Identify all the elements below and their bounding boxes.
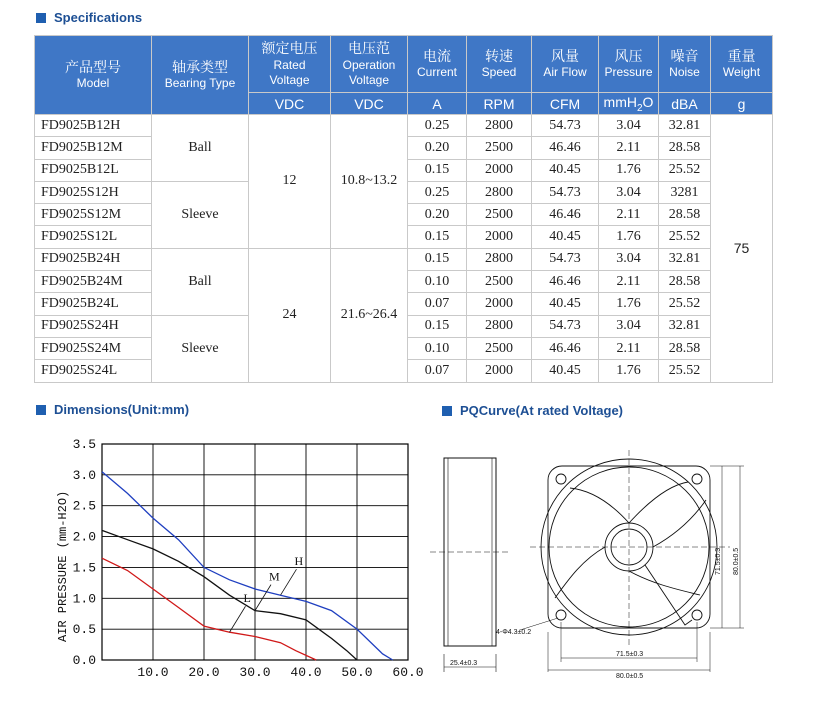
header-speed: 转速 Speed [467, 36, 532, 93]
speed-cell: 2800 [467, 181, 532, 203]
square-bullet-icon [36, 405, 46, 415]
unit-speed: RPM [467, 93, 532, 115]
bearing-cell: Ball [152, 115, 249, 182]
noise-cell: 32.81 [659, 248, 711, 270]
current-cell: 0.15 [408, 315, 467, 337]
dim-frame-height: 80.0±0.5 [733, 547, 740, 575]
unit-weight: g [711, 93, 773, 115]
current-cell: 0.07 [408, 293, 467, 315]
noise-cell: 28.58 [659, 204, 711, 226]
pressure-cell: 3.04 [599, 115, 659, 137]
model-cell: FD9025S24H [35, 315, 152, 337]
noise-cell: 28.58 [659, 337, 711, 359]
y-axis-label: AIR PRESSURE (mm-H2O) [56, 490, 70, 642]
series-leader-l [230, 606, 246, 632]
model-cell: FD9025S12M [35, 204, 152, 226]
speed-cell: 2800 [467, 115, 532, 137]
fan-dimension-drawing [430, 440, 760, 680]
x-tick-label: 40.0 [290, 665, 322, 680]
y-tick-label: 1.0 [72, 591, 96, 607]
speed-cell: 2500 [467, 271, 532, 293]
model-cell: FD9025B24L [35, 293, 152, 315]
voltage-range-cell: 21.6~26.4 [331, 248, 408, 382]
pressure-cell: 3.04 [599, 181, 659, 203]
current-cell: 0.25 [408, 115, 467, 137]
header-airflow: 风量 Air Flow [532, 36, 599, 93]
airflow-cell: 46.46 [532, 337, 599, 359]
header-current: 电流 Current [408, 36, 467, 93]
airflow-cell: 46.46 [532, 271, 599, 293]
current-cell: 0.20 [408, 137, 467, 159]
side-view [430, 458, 510, 672]
x-tick-label: 60.0 [392, 665, 424, 680]
header-bearing: 轴承类型 Bearing Type [152, 36, 249, 115]
series-line-m [102, 530, 357, 660]
header-weight: 重量 Weight [711, 36, 773, 93]
pressure-cell: 2.11 [599, 137, 659, 159]
current-cell: 0.20 [408, 204, 467, 226]
dimensions-title: Dimensions(Unit:mm) [54, 402, 190, 417]
model-cell: FD9025B12L [35, 159, 152, 181]
front-view [520, 450, 744, 672]
y-tick-label: 3.5 [72, 437, 96, 452]
rated-voltage-cell: 24 [249, 248, 331, 382]
noise-cell: 25.52 [659, 293, 711, 315]
model-cell: FD9025B12H [35, 115, 152, 137]
noise-cell: 28.58 [659, 137, 711, 159]
airflow-cell: 54.73 [532, 248, 599, 270]
pressure-cell: 1.76 [599, 159, 659, 181]
airflow-cell: 46.46 [532, 204, 599, 226]
weight-cell: 75 [711, 115, 773, 383]
dimensions-heading [36, 402, 189, 417]
speed-cell: 2000 [467, 360, 532, 382]
pressure-cell: 3.04 [599, 248, 659, 270]
pressure-cell: 3.04 [599, 315, 659, 337]
series-label-m: M [269, 569, 280, 584]
dim-hole-spacing-bottom: 71.5±0.3 [616, 651, 644, 658]
dim-thickness: 25.4±0.3 [450, 660, 478, 667]
bearing-cell: Sleeve [152, 315, 249, 382]
noise-cell: 3281 [659, 181, 711, 203]
series-leader-h [281, 569, 297, 595]
airflow-cell: 54.73 [532, 315, 599, 337]
airflow-cell: 54.73 [532, 181, 599, 203]
pressure-cell: 2.11 [599, 337, 659, 359]
model-cell: FD9025B24H [35, 248, 152, 270]
x-tick-label: 50.0 [341, 665, 373, 680]
airflow-cell: 40.45 [532, 360, 599, 382]
speed-cell: 2800 [467, 315, 532, 337]
header-row [35, 36, 773, 93]
unit-operation-voltage: VDC [331, 93, 408, 115]
pressure-cell: 1.76 [599, 360, 659, 382]
speed-cell: 2500 [467, 204, 532, 226]
bearing-cell: Ball [152, 248, 249, 315]
model-cell: FD9025B24M [35, 271, 152, 293]
pq-curve-chart [36, 432, 424, 682]
bearing-cell: Sleeve [152, 181, 249, 248]
header-rated-voltage: 额定电压 Rated Voltage [249, 36, 331, 93]
header-pressure: 风压 Pressure [599, 36, 659, 93]
airflow-cell: 40.45 [532, 293, 599, 315]
current-cell: 0.15 [408, 248, 467, 270]
speed-cell: 2800 [467, 248, 532, 270]
unit-pressure: mmH$_2$O [599, 93, 659, 115]
specifications-table [34, 35, 773, 383]
y-tick-label: 0.5 [72, 622, 96, 638]
x-tick-label: 10.0 [137, 665, 169, 680]
series-line-h [102, 472, 393, 660]
noise-cell: 25.52 [659, 159, 711, 181]
speed-cell: 2000 [467, 159, 532, 181]
airflow-cell: 40.45 [532, 226, 599, 248]
noise-cell: 25.52 [659, 360, 711, 382]
speed-cell: 2000 [467, 293, 532, 315]
unit-airflow: CFM [532, 93, 599, 115]
noise-cell: 32.81 [659, 115, 711, 137]
specifications-heading [36, 10, 142, 25]
header-noise: 噪音 Noise [659, 36, 711, 93]
speed-cell: 2500 [467, 137, 532, 159]
table-row [35, 248, 773, 270]
y-tick-label: 1.5 [72, 560, 96, 576]
pressure-cell: 2.11 [599, 271, 659, 293]
speed-cell: 2500 [467, 337, 532, 359]
noise-cell: 32.81 [659, 315, 711, 337]
dim-frame-width: 80.0±0.5 [616, 673, 644, 680]
dim-mount-holes: 4-Φ4.3±0.2 [496, 629, 532, 636]
current-cell: 0.10 [408, 337, 467, 359]
pressure-cell: 1.76 [599, 226, 659, 248]
header-model: 产品型号 Model [35, 36, 152, 115]
y-tick-label: 0.0 [72, 653, 96, 668]
y-tick-label: 2.5 [72, 498, 96, 514]
unit-noise: dBA [659, 93, 711, 115]
airflow-cell: 46.46 [532, 137, 599, 159]
header-operation-voltage: 电压范 Operation Voltage [331, 36, 408, 93]
model-cell: FD9025S24M [35, 337, 152, 359]
unit-rated-voltage: VDC [249, 93, 331, 115]
pqcurve-title: PQCurve(At rated Voltage) [460, 403, 624, 418]
y-tick-label: 2.0 [72, 529, 96, 545]
x-tick-label: 20.0 [188, 665, 220, 680]
current-cell: 0.07 [408, 360, 467, 382]
pqcurve-heading [442, 403, 623, 418]
model-cell: FD9025S12H [35, 181, 152, 203]
voltage-range-cell: 10.8~13.2 [331, 115, 408, 249]
square-bullet-icon [36, 13, 46, 23]
airflow-cell: 54.73 [532, 115, 599, 137]
current-cell: 0.15 [408, 159, 467, 181]
square-bullet-icon [442, 406, 452, 416]
noise-cell: 28.58 [659, 271, 711, 293]
pressure-cell: 1.76 [599, 293, 659, 315]
model-cell: FD9025S12L [35, 226, 152, 248]
pressure-cell: 2.11 [599, 204, 659, 226]
series-label-h: H [294, 554, 304, 569]
series-label-l: L [243, 591, 251, 606]
noise-cell: 25.52 [659, 226, 711, 248]
model-cell: FD9025B12M [35, 137, 152, 159]
unit-current: A [408, 93, 467, 115]
series-leader-m [255, 585, 271, 611]
table-row [35, 115, 773, 137]
y-tick-label: 3.0 [72, 467, 96, 483]
dim-hole-spacing-side: 71.5±0.3 [715, 547, 722, 575]
model-cell: FD9025S24L [35, 360, 152, 382]
airflow-cell: 40.45 [532, 159, 599, 181]
series-line-l [102, 558, 316, 660]
current-cell: 0.25 [408, 181, 467, 203]
rated-voltage-cell: 12 [249, 115, 331, 249]
x-tick-label: 30.0 [239, 665, 271, 680]
current-cell: 0.15 [408, 226, 467, 248]
current-cell: 0.10 [408, 271, 467, 293]
speed-cell: 2000 [467, 226, 532, 248]
specifications-title: Specifications [54, 10, 143, 25]
